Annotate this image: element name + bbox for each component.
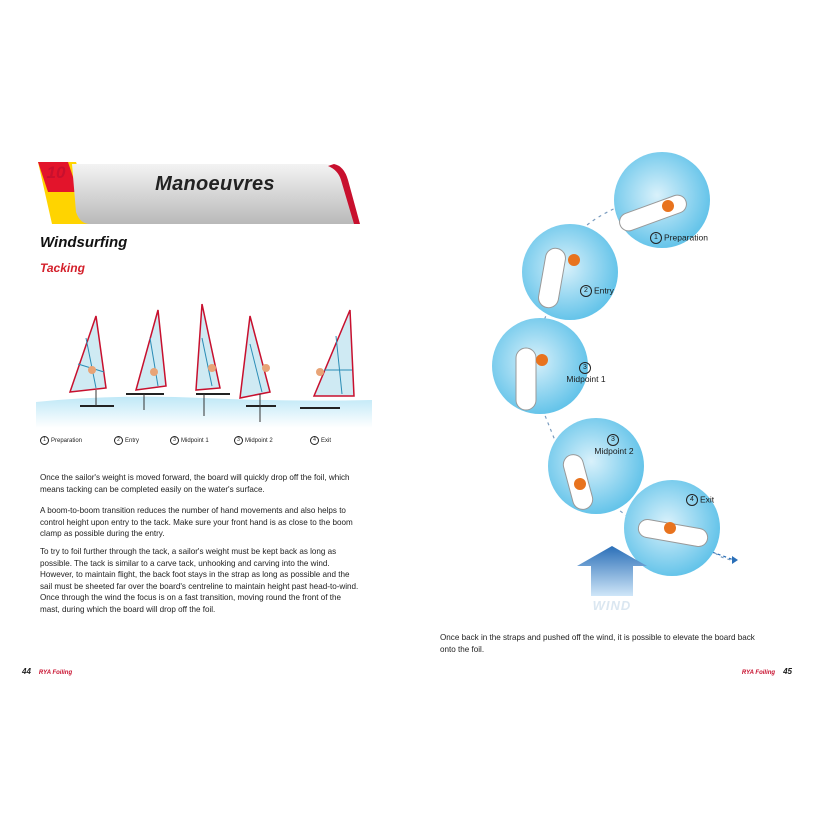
body-paragraph: Once back in the straps and pushed off the wind, it is possible to elevate the board back onto the foil. <box>440 633 755 654</box>
position-label: 4 Exit <box>686 494 714 506</box>
sequence-label: 3 Midpoint 2 <box>234 436 273 445</box>
body-paragraph: Once the sailor's weight is moved forward, the board will quickly drop off the foil, which means tacking can be completed easily on the water's surface. <box>40 473 350 494</box>
footer-brand: RYA Foiling <box>741 670 776 676</box>
sailor-figure <box>126 310 166 410</box>
section-subtitle: Tacking <box>40 261 85 275</box>
tack-path-diagram <box>470 148 790 628</box>
footer-left <box>22 667 72 676</box>
section-title: Windsurfing <box>40 234 128 251</box>
position-label: 3 Midpoint 1 <box>566 364 606 384</box>
body-paragraph: A boom-to-boom transition reduces the number of hand movements and also helps to control height upon entry to the tack. Make sure your front hand is as close to the boom clamp as possible during the entry. <box>40 506 353 538</box>
sequence-label: 1 Preparation <box>40 436 82 445</box>
position-bubble <box>548 418 644 514</box>
wind-label: WIND <box>592 598 632 613</box>
body-paragraph: To try to foil further through the tack, a sailor's weight must be kept back as long as possible. The tack is similar to a carve tack, unhooking and carving into the wind. However, to maintain flight, the back foot stays in the strap as long as possible and the sail must be sheeted far over the board's centreline to maintain height past head-to-wind. Once through the wind the focus is on a fast transition, moving round the front of the mast, during which the board will drop off the foil. <box>40 547 359 614</box>
page-number: 45 <box>783 667 792 676</box>
footer-right <box>742 667 792 676</box>
tacking-sequence-illustration <box>36 298 372 438</box>
position-label: 1 Preparation <box>650 232 708 244</box>
sequence-label: 2 Entry <box>114 436 139 445</box>
chapter-number: 10 <box>46 163 66 182</box>
position-label: 3 Midpoint 2 <box>594 436 634 456</box>
sailor-figure <box>300 310 354 408</box>
sequence-label: 4 Exit <box>310 436 331 445</box>
position-label: 2 Entry <box>580 285 614 297</box>
chapter-title: Manoeuvres <box>155 173 275 195</box>
page-number: 44 <box>22 667 31 676</box>
sailor-figure <box>70 316 114 406</box>
sequence-label: 3 Midpoint 1 <box>170 436 209 445</box>
position-bubble <box>522 224 618 320</box>
footer-brand: RYA Foiling <box>38 670 73 676</box>
